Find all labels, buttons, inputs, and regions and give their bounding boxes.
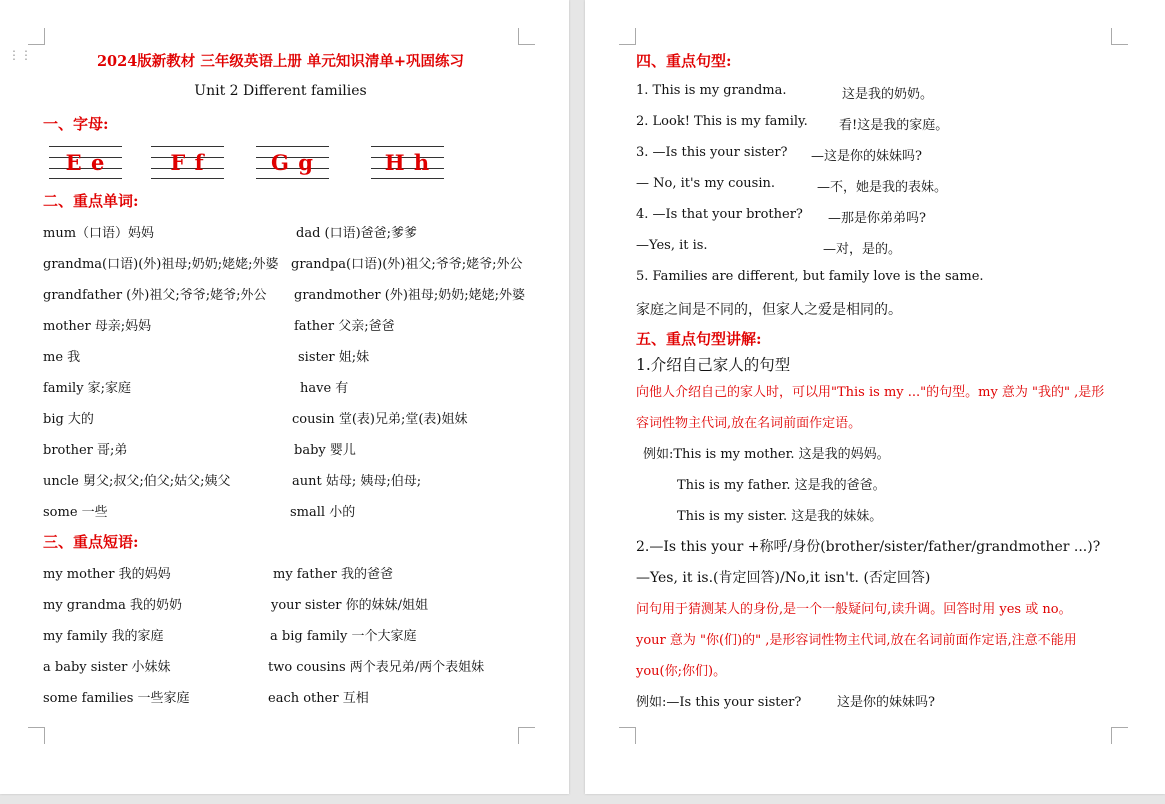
word-entry: cousin 堂(表)兄弟;堂(表)姐妹 (292, 412, 468, 427)
phrase-entry: my mother 我的妈妈 (43, 567, 171, 582)
phrase-entry: your sister 你的妹妹/姐姐 (271, 598, 429, 613)
sentence-cn: 这是我的奶奶。 (842, 87, 934, 102)
document-title: 2024版新教材 三年级英语上册 单元知识清单+巩固练习 (96, 53, 465, 70)
explain-note: your 意为 "你(们)的" ,是形容词性物主代词,放在名词前面作定语,注意不能用 (636, 633, 1077, 648)
crop-mark (28, 28, 45, 45)
sentence-cn: 看!这是我的家庭。 (839, 118, 949, 133)
crop-mark (518, 28, 535, 45)
phrase-entry: my family 我的家庭 (43, 629, 164, 644)
sentence-cn: —那是你弟弟吗? (828, 211, 926, 226)
section-heading-words: 二、重点单词: (43, 192, 139, 210)
word-entry: me 我 (43, 350, 81, 365)
word-entry: family 家;家庭 (43, 381, 132, 396)
document-page-right (585, 0, 1165, 794)
sentence-en: 5. Families are different, but family love is the same. (636, 269, 984, 284)
section-heading-letters: 一、字母: (43, 115, 109, 133)
sentence-en: —Yes, it is. (636, 238, 708, 253)
word-entry: brother 哥;弟 (43, 443, 128, 458)
crop-mark (518, 727, 535, 744)
letter-pair: E e (65, 150, 106, 175)
example-line: 例如:This is my mother. 这是我的妈妈。 (643, 447, 890, 462)
letter-box (256, 146, 329, 180)
letter-pair: H h (384, 150, 431, 175)
phrase-entry: my father 我的爸爸 (273, 567, 394, 582)
letter-pair: F f (170, 150, 205, 175)
example-line: This is my father. 这是我的爸爸。 (677, 478, 886, 493)
word-entry: baby 婴儿 (294, 443, 356, 458)
word-entry: grandma(口语)(外)祖母;奶奶;姥姥;外婆 (43, 257, 279, 272)
explain-note: 容词性物主代词,放在名词前面作定语。 (636, 416, 862, 431)
example-line: This is my sister. 这是我的妹妹。 (677, 509, 883, 524)
sentence-en: 2. Look! This is my family. (636, 114, 808, 129)
letter-pair: G g (271, 150, 314, 175)
word-entry: small 小的 (290, 505, 356, 520)
phrase-entry: some families 一些家庭 (43, 691, 190, 706)
phrase-entry: each other 互相 (268, 691, 369, 706)
sentence-cn: —不，她是我的表妹。 (817, 180, 948, 195)
unit-title: Unit 2 Different families (194, 83, 367, 99)
letter-box (151, 146, 224, 180)
section-heading-sentences: 四、重点句型: (636, 52, 732, 70)
word-entry: uncle 舅父;叔父;伯父;姑父;姨父 (43, 474, 231, 489)
explain-subtitle: 2.—Is this your +称呼/身份(brother/sister/father/grandmother ...)? (636, 539, 1101, 555)
example-line: 例如:—Is this your sister? (636, 695, 802, 710)
explain-note: you(你;你们)。 (636, 664, 727, 679)
sentence-en: 3. —Is this your sister? (636, 145, 788, 160)
crop-mark (619, 28, 636, 45)
phrase-entry: a big family 一个大家庭 (270, 629, 417, 644)
sentence-en: 4. —Is that your brother? (636, 207, 803, 222)
word-entry: grandfather (外)祖父;爷爷;姥爷;外公 (43, 288, 267, 303)
word-entry: aunt 姑母; 姨母;伯母; (292, 474, 422, 489)
word-entry: mum（口语）妈妈 (43, 226, 155, 241)
word-entry: mother 母亲;妈妈 (43, 319, 152, 334)
explain-subtitle: —Yes, it is.(肯定回答)/No,it isn't. (否定回答) (636, 570, 931, 586)
word-entry: father 父亲;爸爸 (294, 319, 395, 334)
word-entry: dad (口语)爸爸;爹爹 (296, 226, 418, 241)
letter-box (49, 146, 122, 180)
word-entry: some 一些 (43, 505, 108, 520)
drag-handle-icon[interactable]: ⋮⋮ (8, 48, 32, 62)
explain-subtitle: 1.介绍自己家人的句型 (636, 356, 791, 374)
section-heading-phrases: 三、重点短语: (43, 533, 139, 551)
sentence-en: — No, it's my cousin. (636, 176, 775, 191)
document-page-left (0, 0, 569, 794)
sentence-en: 1. This is my grandma. (636, 83, 787, 98)
section-heading-explain: 五、重点句型讲解: (636, 330, 762, 348)
explain-note: 向他人介绍自己的家人时，可以用"This is my ..."的句型。my 意为 "我的" ,是形 (636, 385, 1105, 400)
phrase-entry: my grandma 我的奶奶 (43, 598, 182, 613)
sentence-cn: —这是你的妹妹吗? (811, 149, 922, 164)
crop-mark (619, 727, 636, 744)
crop-mark (1111, 28, 1128, 45)
letter-box (371, 146, 444, 180)
crop-mark (1111, 727, 1128, 744)
phrase-entry: two cousins 两个表兄弟/两个表姐妹 (268, 660, 485, 675)
word-entry: have 有 (300, 381, 349, 396)
word-entry: grandmother (外)祖母;奶奶;姥姥;外婆 (294, 288, 526, 303)
sentence-cn: —对，是的。 (823, 242, 902, 257)
word-entry: big 大的 (43, 412, 94, 427)
word-entry: grandpa(口语)(外)祖父;爷爷;姥爷;外公 (291, 257, 523, 272)
phrase-entry: a baby sister 小妹妹 (43, 660, 171, 675)
sentence-cn: 家庭之间是不同的，但家人之爱是相同的。 (636, 302, 902, 318)
example-line: 这是你的妹妹吗? (837, 695, 935, 710)
word-entry: sister 姐;妹 (298, 350, 370, 365)
crop-mark (28, 727, 45, 744)
explain-note: 问句用于猜测某人的身份,是一个一般疑问句,读升调。回答时用 yes 或 no。 (636, 602, 1072, 617)
